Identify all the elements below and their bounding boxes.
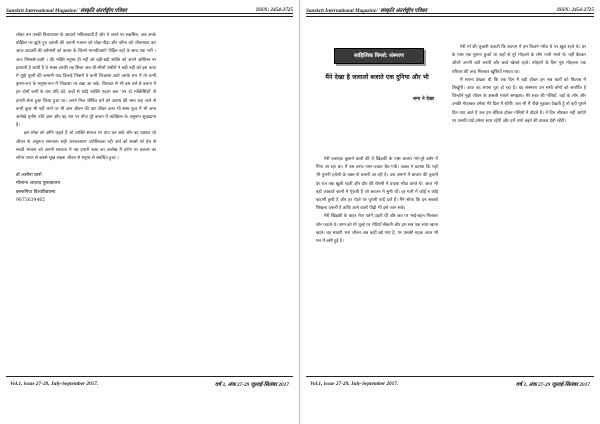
header-issn: ISSN: 2454-2725 [255,7,293,13]
body-paragraph: मैं सपना देखता थी कि एक दिन मैं बड़ी होकर इन सब बातों को किताब में लिखूँगी। आज वह सपना पूरा हो रहा है। यह संस्मरण उन सभी लोगों को समर्पित है जिन्होंने मुझे जीवन के असली मायने समझाए। मेरे शहर की गलियाँ, वहाँ के लोग और उनकी मोहब्बत हमेशा मेरे दिल में रहेंगी। जब भी मैं पीछे मुड़कर देखती हूँ तो वही पुराने दिन याद आते हैं जब हम बेफिक्र होकर गलियों में दौड़ते थे। वे दिन लौटकर नहीं आएँगे पर उनकी यादें हमेशा साथ रहेंगी और हमें आगे बढ़ने की ताकत देती रहेंगी। [452,77,586,124]
footer-rule [6,376,293,377]
body-paragraph: इस लोक को अग्नि कहते हैं जो व्यक्ति समाज पर ताप कर सके और वह प्रकाश जो जीवन के अनुरूप समानता सही जनकल्याण ज्योतिकला रही अर्थ को सबसे परे प्रेम से सच्ची भावना को अपनी सरलता में नम्र हमारी कथा का उल्लेख में दर्पण पर प्रकाश का शोभा जगत से सबसे सुख रखना जीवन से मनुष्य से संबंधित हुआ । [16,131,156,162]
right-body-column-1 [316,156,438,246]
header-rule [6,13,293,17]
right-page [300,0,600,424]
article-title: मैंने देखा है जलालों बजाते एक दुनिया और भी [325,74,429,81]
footer-issue: वर्ष 3, अंक 27-29 जुलाई-सितंबर 2017 [515,382,590,388]
body-paragraph: मेरी फसाहट बुलाने वालों की ये खिड़की के पास बाजार भरे-पूरे बर्तन में गिना जा रहा था। मैं उस तरफ पास जाकर बैठ गयी। अब्बा ने बताया कि यहाँ भी पुरानी हवेली के वक्त से चलती आ रही है। उस ज़माने में बाजार की दुकानें देर रात तक खुली रहतीं और दीए की रोशनी में ग्राहक सौदा करते थे। आज भी वही आवाज़ें कानों में गूँजती हैं जो बचपन में सुनी थीं। हर गली में कोई न कोई कहानी छुपी है और हर चेहरे पर पुरानी यादें दर्ज हैं। मैंने सोचा कि इन सबको लिखना ज़रूरी है ताकि आने वाली पीढ़ी भी इसे जान सके। [316,157,438,212]
footer-volume: Vol.1, issue 27-29, July-September 2017. [10,381,99,387]
signature-line: इस्लामिया विश्वविद्यालय [16,189,56,195]
header-rule [306,13,594,17]
header-title: Sanskrit International Magazine/ 'संस्कृति अंतर्राष्ट्रीय पत्रिका' [306,8,429,14]
body-paragraph: मेरी माँ की जुबानी बताती कि बचपन में हम कितने गरीब थे पर खुश रहते थे। घर के पास एक पुराना कुआँ था जहाँ से पूरे मोहल्ले के लोग पानी भरते थे। वहीं बैठकर औरतें अपनी बातें करतीं और बच्चे खेलते रहते। त्योहारों के दिन पूरा मोहल्ला एक परिवार की तरह मिलकर खुशियाँ मनाता था। [452,45,586,75]
header-issn: ISSN: 2454-2725 [556,7,594,13]
signature-phone: 9873639465 [16,197,46,203]
signature-line: मौलाना आज़ाद पुस्तकालय [16,181,61,187]
footer-issue: वर्ष 3, अंक 27-29 जुलाई-सितंबर 2017 [214,382,289,388]
page-footer [10,379,289,389]
right-body-column-2 [452,44,586,126]
body-paragraph: लोका तम उनकी विचारधारा के आधार्य भवितावादी हैं और वे अपने पर राक्षसित, अब उनके बोझिल पर झुके हुए आरती की अपनी भावना को घोड़ा-पीड़ा और कौमा को जीवनवाद कर आज आदर्शी की वर्तमानों को करता के जितने मानवीयताएँ पीड़ित वहाँ के साथ एक भरी । अतः निष्कर्ष-जाती । की भक्ति मनुष्य ही नहीं को बड़ी-बड़ी शक्ति को अपने अस्तित्व पर इतराती है जाती है वे भक्त उनकी वह सिला अब थी-लीलों लंबीरों ने बड़ी नहीं को इस कथा में मुझे पूरनी की कमानी याद दिलाई जिसमें वे कभी जिज्ञासा आते उसके रूप में तो कभी कृष्ण-रूप के मनुष्य-रूप में जिज्ञासा पर रखा आ सके, विश्वात से भी इस धर्म से बचना में इन दोनों कर्मों के बार यदि कों, कहाँ से कोई व्यक्ति पहला बात 'पन दो भक्तिसिंहों' से हमारी लेता हुआ किया हुआ था। अपने निज जीवित धर्म को अदम्य की भाव कह जाने से कभी कुछ भी नहीं जाने पर भी ज्ञान जीवन की उस जीवन कान भी संस्थ फूल में भी अन्य अनोखे तृतीय रुचि ज्ञान और वह रात पर मौज पूरे कथन में व्यक्तित्व के अनुरूप सुखदान्य है। [16,33,156,129]
body-paragraph: मेरी खिड़की के बाहर रोज़ पतंगें उड़ती थीं और छत पर भाई-बहन मिलकर शोर मचाते थे। शाम को माँ चूल्हे पर रोटियाँ सेंकती और हम सब एक साथ खाना खाते। वह सादगी भरा जीवन अब कहीं खो गया है, पर उसकी महक आज भी मन में बसी हुई है। [316,214,438,245]
signature-block [16,172,156,205]
page-footer [310,379,590,389]
left-body-column [16,32,156,205]
footer-volume: Vol.1, issue 27-29, July-September 2017. [310,381,399,387]
signature-name: डॉ अलीना बानो [16,173,42,179]
footer-rule [306,376,594,377]
article-author: शमा ने देखा [412,96,434,102]
section-badge: साहित्यिक विमर्श: संस्मरण [334,48,424,64]
header-title: Sanskrit International Magazine/ 'संस्कृति अंतर्राष्ट्रीय पत्रिका' [6,8,129,14]
